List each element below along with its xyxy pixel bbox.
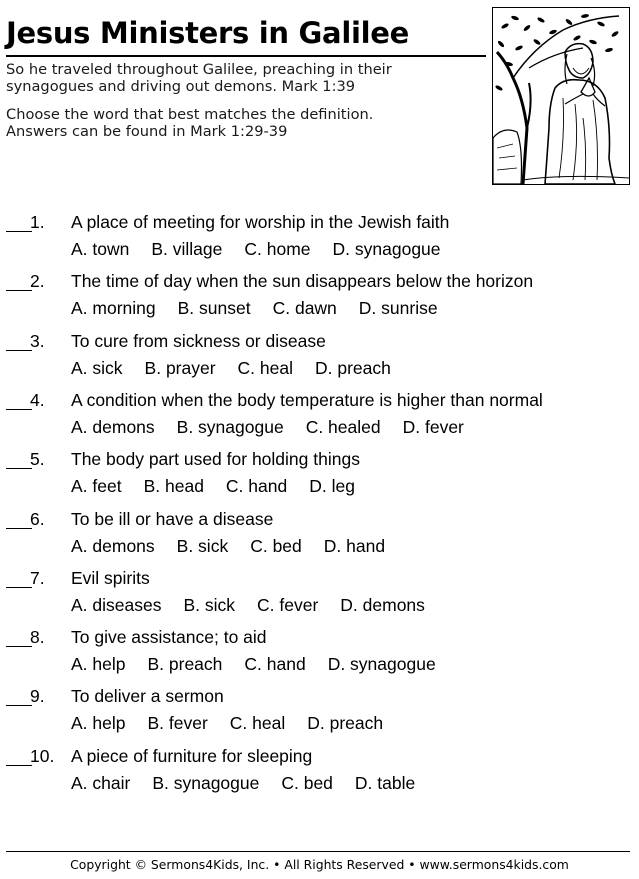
answer-option: B. preach (147, 654, 223, 675)
answer-option: D. table (354, 772, 416, 793)
answer-blank[interactable] (6, 350, 32, 351)
answer-option: C. heal (237, 357, 293, 378)
question-definition: A condition when the body temperature is higher than normal (71, 389, 543, 410)
answer-options (71, 475, 377, 497)
question-definition: The body part used for holding things (71, 449, 360, 470)
verse-line-2: synagogues and driving out demons. Mark 1:39 (6, 78, 356, 95)
answer-options (71, 772, 437, 794)
question-item (0, 389, 639, 445)
instruction-line-2: Answers can be found in Mark 1:29-39 (6, 123, 288, 140)
answer-option: B. prayer (144, 357, 216, 378)
question-item (0, 270, 639, 326)
answer-option: A. feet (71, 476, 122, 497)
answer-option: D. hand (323, 535, 386, 556)
question-item (0, 448, 639, 504)
question-definition: To give assistance; to aid (71, 627, 267, 648)
answer-option: D. preach (307, 713, 384, 734)
answer-option: B. village (151, 239, 223, 259)
answer-options (71, 535, 407, 557)
question-number: 10. (30, 745, 55, 766)
answer-option: A. help (71, 654, 126, 675)
answer-option: D. fever (402, 416, 464, 437)
question-item (0, 685, 639, 741)
answer-option: D. synagogue (327, 654, 436, 675)
question-number: 5. (30, 449, 45, 470)
question-number: 1. (30, 212, 45, 232)
answer-blank[interactable] (6, 290, 32, 291)
instructions-text (6, 106, 373, 140)
answer-option: A. chair (71, 772, 131, 793)
answer-options (71, 297, 460, 319)
answer-option: C. hand (244, 654, 306, 675)
question-definition: To cure from sickness or disease (71, 330, 326, 351)
question-item (0, 626, 639, 682)
answer-option: C. bed (250, 535, 302, 556)
answer-option: C. bed (281, 772, 333, 793)
answer-options (71, 357, 413, 379)
jesus-praying-illustration (492, 7, 630, 185)
question-definition: To be ill or have a disease (71, 508, 274, 529)
answer-blank[interactable] (6, 231, 32, 232)
instruction-line-1: Choose the word that best matches the definition. (6, 106, 374, 123)
question-definition: Evil spirits (71, 567, 150, 588)
answer-option: D. demons (340, 594, 425, 615)
answer-blank[interactable] (6, 409, 32, 410)
question-number: 4. (30, 389, 45, 410)
answer-options (71, 712, 405, 734)
answer-option: A. demons (71, 416, 155, 437)
question-number: 6. (30, 508, 45, 529)
answer-options (71, 238, 463, 260)
answer-options (71, 653, 458, 675)
answer-option: B. fever (147, 713, 208, 734)
question-definition: The time of day when the sun disappears below the horizon (71, 271, 534, 292)
answer-option: B. sunset (177, 298, 251, 319)
question-definition: A piece of furniture for sleeping (71, 745, 313, 766)
footer-rule (6, 851, 630, 852)
answer-option: A. morning (71, 298, 156, 319)
answer-option: B. sick (176, 535, 229, 556)
worksheet-title: Jesus Ministers in Galilee (6, 16, 409, 50)
answer-option: C. hand (225, 476, 288, 497)
answer-option: A. town (71, 239, 130, 259)
question-number: 8. (30, 627, 45, 648)
answer-blank[interactable] (6, 528, 32, 529)
question-item (0, 745, 639, 801)
answer-option: B. head (143, 476, 204, 497)
answer-options (71, 594, 447, 616)
question-definition: To deliver a sermon (71, 686, 224, 707)
answer-option: C. fever (257, 594, 319, 615)
answer-option: C. healed (305, 416, 381, 437)
answer-blank[interactable] (6, 646, 32, 647)
illustration-drawing (493, 8, 629, 184)
answer-option: C. home (244, 239, 311, 259)
answer-option: A. help (71, 713, 126, 734)
answer-blank[interactable] (6, 705, 32, 706)
answer-option: A. diseases (71, 594, 162, 615)
copyright-footer: Copyright © Sermons4Kids, Inc. • All Rights Reserved • www.sermons4kids.com (70, 857, 569, 872)
answer-option: A. sick (71, 357, 123, 378)
answer-blank[interactable] (6, 468, 32, 469)
question-number: 3. (30, 330, 45, 351)
question-item (0, 508, 639, 564)
question-number: 7. (30, 567, 45, 588)
answer-option: D. preach (315, 357, 391, 378)
question-item (0, 567, 639, 623)
answer-option: D. leg (309, 476, 355, 497)
question-definition: A place of meeting for worship in the Jewish faith (71, 212, 450, 232)
question-number: 2. (30, 271, 45, 292)
question-number: 9. (30, 686, 45, 707)
answer-option: C. heal (229, 713, 286, 734)
answer-option: B. synagogue (152, 772, 260, 793)
verse-line-1: So he traveled throughout Galilee, preaching in their (6, 61, 392, 78)
question-item (0, 211, 639, 267)
question-item (0, 330, 639, 386)
answer-option: A. demons (71, 535, 155, 556)
answer-blank[interactable] (6, 765, 32, 766)
answer-option: B. synagogue (176, 416, 284, 437)
answer-options (71, 416, 486, 438)
title-underline (6, 55, 486, 57)
answer-option: C. dawn (272, 298, 337, 319)
verse-text (6, 61, 392, 95)
answer-blank[interactable] (6, 587, 32, 588)
answer-option: D. synagogue (332, 239, 441, 259)
answer-option: D. sunrise (358, 298, 438, 319)
answer-option: B. sick (183, 594, 236, 615)
